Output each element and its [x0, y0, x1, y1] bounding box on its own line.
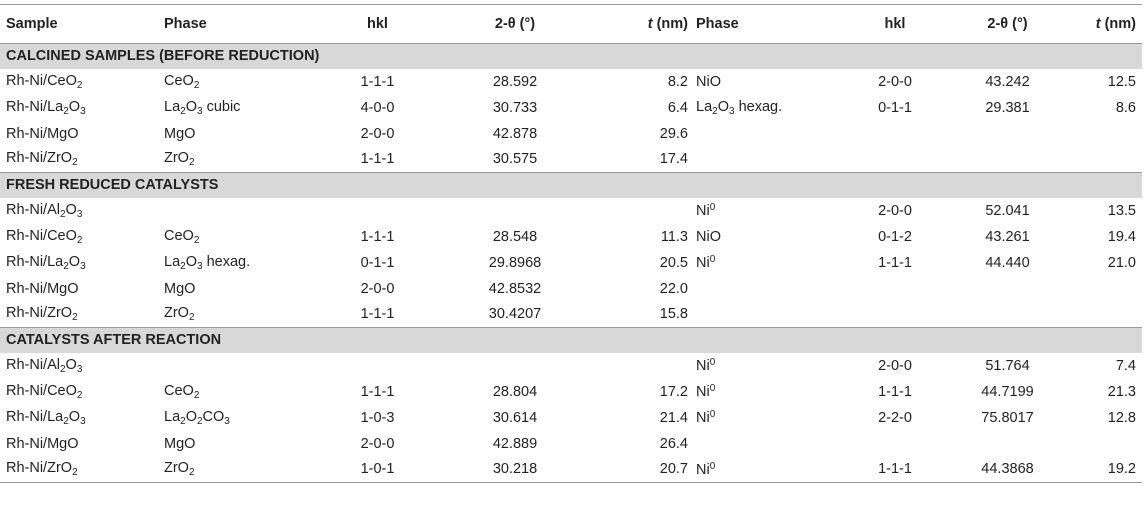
cell-two-theta2: 51.764 [985, 357, 1030, 374]
cell-t2 [1070, 276, 1142, 302]
cell-t2: 12.5 [1107, 73, 1136, 90]
cell-phase [160, 198, 325, 224]
cell-phase: $La_2O_3$ hexag. [164, 253, 251, 272]
cell-t: 17.2 [659, 383, 688, 400]
table-row [0, 353, 1142, 379]
header-t2 [1070, 5, 1142, 44]
section-header [0, 328, 1142, 353]
cell-hkl: 2-0-0 [360, 125, 395, 142]
cell-phase2: $La_2O_3$ hexag. [696, 98, 783, 117]
xrd-data-table [0, 4, 1142, 483]
cell-two-theta2: 43.261 [985, 228, 1030, 245]
header-two-theta2: 2-θ (°) [987, 16, 1028, 32]
cell-t: 17.4 [659, 151, 688, 168]
cell-two-theta: 42.878 [492, 125, 538, 142]
header-t [600, 5, 690, 44]
table-row [0, 147, 1142, 173]
cell-hkl2: 0-1-1 [878, 99, 912, 116]
cell-two-theta: 28.548 [492, 228, 538, 245]
cell-phase2: NiO [696, 73, 721, 90]
cell-phase: ZrO$_2$ [164, 150, 195, 169]
cell-two-theta2 [945, 147, 1070, 173]
cell-hkl: 2-0-0 [360, 280, 395, 297]
cell-phase2 [690, 121, 845, 147]
cell-hkl2: 2-0-0 [878, 357, 912, 374]
header-phase2: Phase [696, 16, 739, 32]
cell-two-theta: 28.592 [492, 73, 538, 90]
cell-two-theta [430, 353, 600, 379]
table-row [0, 379, 1142, 405]
header-row [0, 5, 1142, 44]
cell-phase: MgO [164, 435, 196, 452]
cell-sample: Rh-Ni/CeO$_2$ [6, 227, 83, 246]
cell-hkl: 1-1-1 [360, 151, 395, 168]
cell-sample: Rh-Ni/ZrO$_2$ [6, 305, 78, 324]
cell-t: 22.0 [659, 280, 688, 297]
table-row [0, 457, 1142, 483]
cell-sample: $Rh-Ni/La_2O_3$ [6, 253, 86, 272]
cell-two-theta: 30.575 [492, 151, 538, 168]
cell-t2 [1070, 147, 1142, 173]
cell-t2: 21.3 [1107, 383, 1136, 400]
cell-phase: CeO$_2$ [164, 382, 200, 401]
cell-sample: Rh-Ni/CeO$_2$ [6, 382, 83, 401]
cell-hkl2 [845, 431, 945, 457]
cell-phase2 [690, 276, 845, 302]
cell-two-theta2: 44.7199 [981, 383, 1034, 400]
table-row [0, 276, 1142, 302]
cell-two-theta2 [945, 431, 1070, 457]
cell-t2: 21.0 [1107, 254, 1136, 271]
cell-sample: $Rh-Ni/Al_2O_3$ [6, 201, 83, 220]
cell-hkl2: 1-1-1 [878, 383, 912, 400]
cell-two-theta: 30.4207 [488, 306, 542, 323]
cell-hkl: 1-1-1 [360, 73, 395, 90]
cell-hkl: 2-0-0 [360, 435, 395, 452]
cell-hkl2: 2-0-0 [878, 202, 912, 219]
cell-hkl2: 2-2-0 [878, 409, 912, 426]
cell-hkl: 1-1-1 [360, 228, 395, 245]
cell-hkl [325, 353, 430, 379]
cell-two-theta2: 52.041 [985, 202, 1030, 219]
cell-phase: MgO [164, 280, 196, 297]
cell-phase2: Ni$^0$ [696, 383, 716, 400]
cell-two-theta: 30.614 [492, 409, 538, 426]
cell-two-theta: 28.804 [492, 383, 538, 400]
cell-phase: $La_2O_3$ cubic [164, 98, 241, 117]
cell-hkl2: 1-1-1 [878, 461, 912, 478]
header-t2-symbol: t [1095, 16, 1101, 32]
cell-hkl2 [845, 276, 945, 302]
cell-t2: 13.5 [1107, 202, 1136, 219]
cell-phase2: NiO [696, 228, 721, 245]
header-sample: Sample [6, 16, 58, 32]
cell-two-theta: 42.8532 [488, 280, 542, 297]
cell-hkl: 4-0-0 [360, 99, 395, 116]
cell-t: 6.4 [667, 99, 688, 116]
cell-t [600, 198, 690, 224]
cell-t: 11.3 [660, 228, 688, 245]
cell-hkl: 0-1-1 [360, 254, 395, 271]
cell-hkl: 1-0-1 [360, 461, 395, 478]
cell-phase: CeO$_2$ [164, 72, 200, 91]
table-row [0, 431, 1142, 457]
cell-phase2: Ni$^0$ [696, 202, 716, 219]
table-row [0, 302, 1142, 328]
cell-two-theta2: 75.8017 [981, 409, 1034, 426]
cell-t: 8.2 [667, 73, 688, 90]
cell-t: 21.4 [659, 409, 688, 426]
cell-t2: 19.2 [1107, 461, 1136, 478]
table-body [0, 44, 1142, 483]
cell-phase: $La_2O_2CO_3$ [164, 408, 230, 427]
table-row [0, 224, 1142, 250]
cell-sample: $Rh-Ni/Al_2O_3$ [6, 356, 83, 375]
cell-two-theta: 30.218 [492, 461, 538, 478]
cell-t: 26.4 [659, 435, 688, 452]
cell-sample: $Rh-Ni/La_2O_3$ [6, 98, 86, 117]
cell-two-theta2 [945, 276, 1070, 302]
cell-phase2: Ni$^0$ [696, 357, 716, 374]
table-row [0, 121, 1142, 147]
cell-two-theta2: 44.3868 [981, 461, 1034, 478]
header-t-symbol: t [647, 16, 653, 32]
cell-phase2 [690, 147, 845, 173]
section-header [0, 44, 1142, 69]
cell-hkl2 [845, 147, 945, 173]
section-title: CATALYSTS AFTER REACTION [0, 328, 1142, 353]
cell-two-theta: 42.889 [492, 435, 538, 452]
cell-t [600, 353, 690, 379]
header-phase: Phase [164, 16, 207, 32]
cell-hkl2 [845, 302, 945, 328]
cell-sample: Rh-Ni/MgO [6, 280, 79, 297]
table-row [0, 198, 1142, 224]
header-two-theta: 2-θ (°) [494, 16, 536, 32]
section-header [0, 173, 1142, 198]
table-row [0, 405, 1142, 431]
cell-sample: Rh-Ni/ZrO$_2$ [6, 150, 78, 169]
cell-t: 15.8 [659, 306, 688, 323]
cell-t2 [1070, 302, 1142, 328]
cell-two-theta2 [945, 302, 1070, 328]
table-header [0, 5, 1142, 44]
cell-phase2: Ni$^0$ [696, 460, 716, 478]
section-title: CALCINED SAMPLES (BEFORE REDUCTION) [0, 44, 1142, 69]
cell-hkl2 [845, 121, 945, 147]
cell-t: 29.6 [659, 125, 688, 142]
cell-hkl [325, 198, 430, 224]
cell-phase2: Ni$^0$ [696, 409, 716, 426]
cell-two-theta: 29.8968 [488, 254, 542, 271]
cell-two-theta2: 43.242 [985, 73, 1030, 90]
table-row [0, 250, 1142, 276]
table-row [0, 95, 1142, 121]
cell-phase: CeO$_2$ [164, 227, 200, 246]
cell-hkl2: 2-0-0 [878, 73, 912, 90]
cell-two-theta [430, 198, 600, 224]
header-t-unit: (nm) [652, 16, 688, 32]
cell-two-theta2: 44.440 [985, 254, 1030, 271]
cell-phase: ZrO$_2$ [164, 460, 195, 479]
cell-t2: 8.6 [1115, 99, 1136, 116]
cell-t: 20.5 [659, 254, 688, 271]
cell-t: 20.7 [659, 461, 688, 478]
cell-sample: Rh-Ni/CeO$_2$ [6, 72, 83, 91]
cell-hkl: 1-1-1 [360, 383, 395, 400]
section-title: FRESH REDUCED CATALYSTS [0, 173, 1142, 198]
cell-sample: $Rh-Ni/La_2O_3$ [6, 408, 86, 427]
cell-two-theta2: 29.381 [985, 99, 1030, 116]
cell-t2 [1070, 431, 1142, 457]
cell-phase: ZrO$_2$ [164, 305, 195, 324]
header-t2-unit: (nm) [1100, 16, 1136, 32]
cell-phase: MgO [164, 125, 196, 142]
table-row [0, 69, 1142, 95]
cell-t2: 7.4 [1115, 357, 1136, 374]
cell-two-theta2 [945, 121, 1070, 147]
cell-phase2 [690, 431, 845, 457]
header-hkl: hkl [367, 16, 388, 32]
cell-sample: Rh-Ni/ZrO$_2$ [6, 460, 78, 479]
cell-hkl: 1-0-3 [360, 409, 395, 426]
cell-hkl2: 1-1-1 [878, 254, 912, 271]
cell-t2: 19.4 [1107, 228, 1136, 245]
cell-sample: Rh-Ni/MgO [6, 435, 79, 452]
cell-phase2 [690, 302, 845, 328]
cell-t2 [1070, 121, 1142, 147]
cell-two-theta: 30.733 [492, 99, 538, 116]
header-hkl2: hkl [884, 16, 906, 32]
cell-sample: Rh-Ni/MgO [6, 125, 79, 142]
cell-phase [160, 353, 325, 379]
cell-hkl: 1-1-1 [360, 306, 395, 323]
cell-hkl2: 0-1-2 [878, 228, 912, 245]
cell-t2: 12.8 [1107, 409, 1136, 426]
cell-phase2: Ni$^0$ [696, 254, 716, 271]
